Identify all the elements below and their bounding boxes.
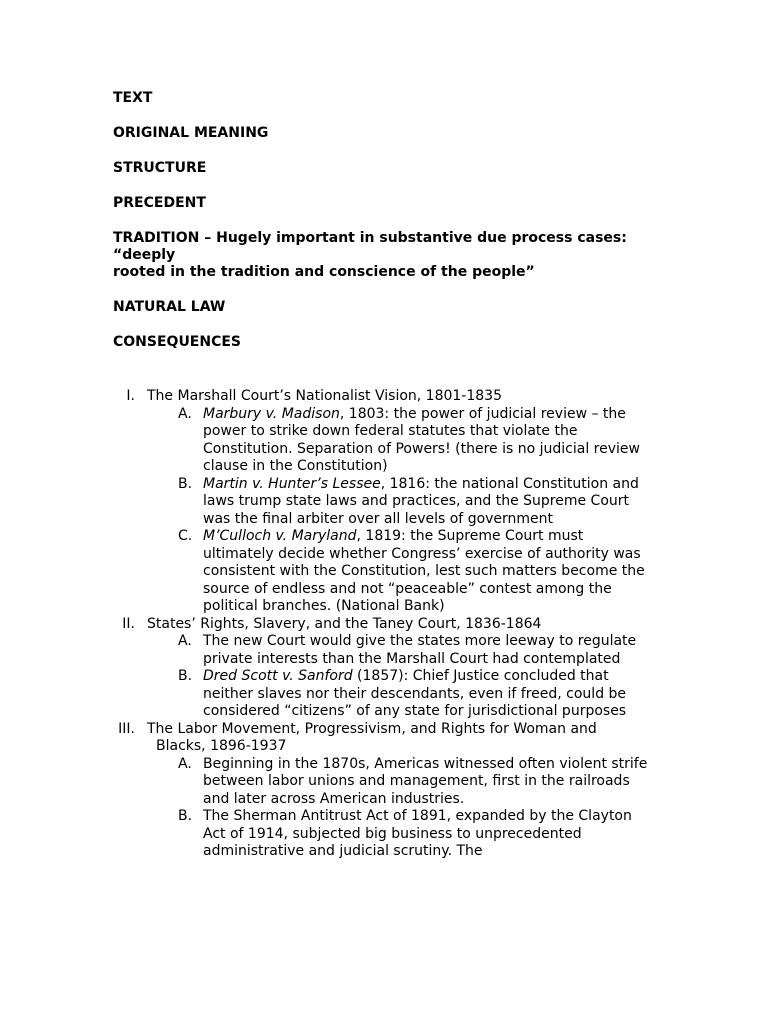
heading-text: TEXT bbox=[113, 90, 153, 106]
section-title-line2: Blacks, 1896-1937 bbox=[156, 738, 287, 754]
heading-precedent: PRECEDENT bbox=[113, 195, 206, 211]
outline-item bbox=[0, 633, 768, 668]
section-title: States’ Rights, Slavery, and the Taney Court, 1836-1864 bbox=[147, 615, 542, 632]
outline-item bbox=[0, 808, 768, 861]
outline-item bbox=[0, 668, 768, 721]
item-text bbox=[203, 476, 658, 529]
heading-natural-law: NATURAL LAW bbox=[113, 299, 226, 315]
item-number: A. bbox=[178, 755, 192, 772]
case-name: Martin v. Hunter’s Lessee bbox=[203, 475, 381, 492]
section-title: The Marshall Court’s Nationalist Vision, 1801-1835 bbox=[147, 388, 502, 404]
section-title bbox=[147, 721, 657, 756]
item-number: A. bbox=[178, 405, 192, 422]
heading-structure: STRUCTURE bbox=[113, 160, 207, 176]
section-number: I. bbox=[126, 388, 135, 404]
section-1-items bbox=[0, 406, 768, 616]
section-title-line1: The Labor Movement, Progressivism, and Rights for Woman and bbox=[147, 720, 597, 737]
item-body: , 1819: the Supreme Court must ultimately decide whether Congress’ exercise of authority was consistent with the Constitution, lest such matters become the source of endless and not “peaceable” contest among the political branches. (National Bank) bbox=[203, 528, 645, 614]
outline-item bbox=[0, 528, 768, 616]
heading-original-meaning: ORIGINAL MEANING bbox=[113, 125, 269, 141]
outline-item bbox=[0, 756, 768, 809]
outline-section-1 bbox=[0, 388, 768, 406]
item-number: B. bbox=[178, 668, 193, 684]
case-name: Dred Scott v. Sanford bbox=[203, 668, 353, 684]
case-name: M’Culloch v. Maryland bbox=[203, 528, 357, 544]
outline-item bbox=[0, 476, 768, 529]
item-text bbox=[203, 633, 658, 668]
item-body: The Sherman Antitrust Act of 1891, expanded by the Clayton Act of 1914, subjected big business to unprecedented administrative and judicial scrutiny. The bbox=[203, 808, 632, 859]
item-text bbox=[203, 668, 658, 721]
item-number: B. bbox=[178, 808, 193, 824]
method-headings bbox=[113, 90, 633, 369]
heading-consequences: CONSEQUENCES bbox=[113, 334, 242, 350]
item-text bbox=[203, 756, 658, 809]
item-body: , 1816: the national Constitution and laws trump state laws and practices, and the Supreme Court was the final arbiter over all levels of government bbox=[203, 475, 639, 527]
section-number: III. bbox=[118, 720, 135, 737]
section-2-items bbox=[0, 633, 768, 721]
item-text bbox=[203, 406, 658, 476]
outline-section-2 bbox=[0, 616, 768, 634]
item-text bbox=[203, 808, 658, 861]
case-name: Marbury v. Madison bbox=[203, 405, 340, 422]
outline-section-3 bbox=[0, 721, 768, 756]
item-body: Beginning in the 1870s, Americas witnessed often violent strife between labor unions and management, first in the railroads and later across American industries. bbox=[203, 755, 648, 807]
item-text bbox=[203, 528, 658, 616]
heading-tradition-line2: rooted in the tradition and conscience of the people” bbox=[113, 264, 535, 280]
section-3-items bbox=[0, 756, 768, 861]
item-number: B. bbox=[178, 475, 193, 492]
heading-tradition bbox=[113, 230, 633, 281]
item-number: C. bbox=[178, 528, 193, 544]
item-body: , 1803: the power of judicial review – the power to strike down federal statutes that violate the Constitution. Separation of Powers! (there is no judicial review clause in the Constitution) bbox=[203, 405, 640, 474]
item-body: (1857): Chief Justice concluded that neither slaves nor their descendants, even if freed, could be considered “citizens” of any state for jurisdictional purposes bbox=[203, 668, 627, 719]
item-body: The new Court would give the states more leeway to regulate private interests than the Marshall Court had contemplated bbox=[203, 633, 637, 667]
item-number: A. bbox=[178, 633, 192, 649]
outline-item bbox=[0, 406, 768, 476]
section-number: II. bbox=[122, 615, 135, 632]
case-outline bbox=[0, 388, 768, 861]
heading-tradition-line1: TRADITION – Hugely important in substantive due process cases: “deeply bbox=[113, 230, 627, 263]
